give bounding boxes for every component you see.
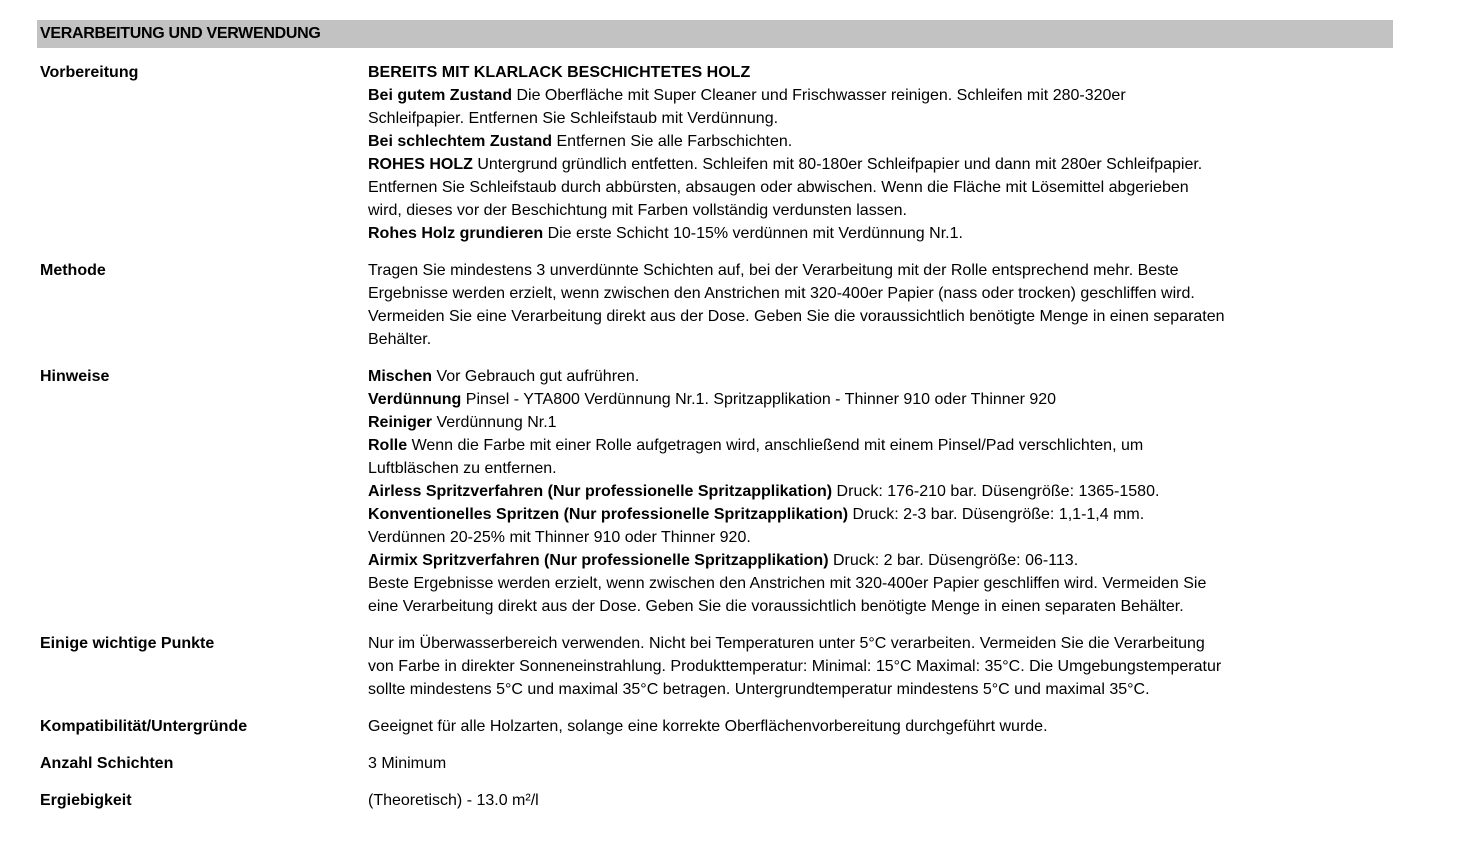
text-run: Schleifpapier. Entfernen Sie Schleifstaub mit Verdünnung. bbox=[368, 110, 779, 127]
text-run-bold: ROHES HOLZ bbox=[368, 156, 473, 173]
text-run-bold: BEREITS MIT KLARLACK BESCHICHTETES HOLZ bbox=[368, 64, 751, 81]
text-line bbox=[368, 305, 1225, 328]
text-run: Luftbläschen zu entfernen. bbox=[368, 460, 557, 477]
text-line bbox=[368, 752, 446, 775]
text-run-bold: Rolle bbox=[368, 437, 408, 454]
text-line bbox=[368, 130, 1202, 153]
section-content bbox=[368, 632, 1221, 701]
text-run-bold: Reiniger bbox=[368, 414, 433, 431]
text-line bbox=[368, 715, 1048, 738]
text-run: Behälter. bbox=[368, 331, 432, 348]
text-run: Verdünnen 20-25% mit Thinner 910 oder Thinner 920. bbox=[368, 529, 751, 546]
text-run-bold: Konventionelles Spritzen (Nur professionelle Spritzapplikation) bbox=[368, 506, 849, 523]
text-run: von Farbe in direkter Sonneneinstrahlung. Produkttemperatur: Minimal: 15°C Maximal: 35°C. Die Umgebungstemperatur bbox=[368, 658, 1222, 675]
section-header-title: VERARBEITUNG UND VERWENDUNG bbox=[40, 25, 321, 42]
text-line bbox=[368, 107, 1202, 130]
text-line bbox=[368, 365, 1206, 388]
section-row bbox=[40, 715, 1464, 738]
text-line bbox=[368, 572, 1206, 595]
text-run: Geeignet für alle Holzarten, solange eine korrekte Oberflächenvorbereitung durchgeführt wurde. bbox=[368, 718, 1048, 735]
text-run: Tragen Sie mindestens 3 unverdünnte Schichten auf, bei der Verarbeitung mit der Rolle entsprechend mehr. Beste bbox=[368, 262, 1179, 279]
text-line bbox=[368, 526, 1206, 549]
text-run: Untergrund gründlich entfetten. Schleifen mit 80-180er Schleifpapier und dann mit 280er Schleifpapier. bbox=[472, 156, 1203, 173]
text-run: Nur im Überwasserbereich verwenden. Nicht bei Temperaturen unter 5°C verarbeiten. Vermeiden Sie die Verarbeitung bbox=[368, 635, 1205, 652]
text-run-bold: Bei gutem Zustand bbox=[368, 87, 513, 104]
text-run: Druck: 2-3 bar. Düsengröße: 1,1-1,4 mm. bbox=[848, 506, 1145, 523]
text-line bbox=[368, 789, 539, 812]
text-line bbox=[368, 480, 1206, 503]
text-line bbox=[368, 282, 1225, 305]
text-run: wird, dieses vor der Beschichtung mit Farben vollständig verdunsten lassen. bbox=[368, 202, 907, 219]
sections bbox=[40, 61, 1464, 812]
section-content bbox=[368, 715, 1048, 738]
text-run: (Theoretisch) - 13.0 m²/l bbox=[368, 792, 539, 809]
text-run-bold: Rohes Holz grundieren bbox=[368, 225, 544, 242]
section-row bbox=[40, 61, 1464, 245]
text-line bbox=[368, 61, 1202, 84]
text-run: Pinsel - YTA800 Verdünnung Nr.1. Spritzapplikation - Thinner 910 oder Thinner 920 bbox=[461, 391, 1057, 408]
text-line bbox=[368, 176, 1202, 199]
text-run: Entfernen Sie Schleifstaub durch abbürsten, absaugen oder abwischen. Wenn die Fläche mit Lösemittel abgerieben bbox=[368, 179, 1189, 196]
text-run: 3 Minimum bbox=[368, 755, 447, 772]
section-row bbox=[40, 259, 1464, 351]
text-line bbox=[368, 678, 1221, 701]
section-row bbox=[40, 632, 1464, 701]
text-line bbox=[368, 84, 1202, 107]
text-run-bold: Verdünnung bbox=[368, 391, 462, 408]
text-run-bold: Bei schlechtem Zustand bbox=[368, 133, 553, 150]
text-run-bold: Airless Spritzverfahren (Nur professionelle Spritzapplikation) bbox=[368, 483, 833, 500]
text-line bbox=[368, 434, 1206, 457]
section-label: Ergiebigkeit bbox=[40, 792, 132, 809]
text-line bbox=[368, 222, 1202, 245]
text-line bbox=[368, 595, 1206, 618]
text-run: Ergebnisse werden erzielt, wenn zwischen den Anstrichen mit 320-400er Papier (nass oder trocken) geschliffen wird. bbox=[368, 285, 1195, 302]
datasheet-page bbox=[0, 20, 1464, 856]
section-label: Anzahl Schichten bbox=[40, 755, 174, 772]
text-run-bold: Airmix Spritzverfahren (Nur professionelle Spritzapplikation) bbox=[368, 552, 829, 569]
text-run: eine Verarbeitung direkt aus der Dose. Geben Sie die voraussichtlich benötigte Menge in einen separaten Behälter. bbox=[368, 598, 1184, 615]
text-line bbox=[368, 411, 1206, 434]
text-run: Beste Ergebnisse werden erzielt, wenn zwischen den Anstrichen mit 320-400er Papier geschliffen wird. Vermeiden Sie bbox=[368, 575, 1207, 592]
section-row bbox=[40, 752, 1464, 775]
section-content bbox=[368, 789, 539, 812]
section-row bbox=[40, 789, 1464, 812]
section-label: Einige wichtige Punkte bbox=[40, 635, 215, 652]
section-row bbox=[40, 365, 1464, 618]
section-label: Methode bbox=[40, 262, 106, 279]
section-label: Hinweise bbox=[40, 368, 110, 385]
text-run: Vor Gebrauch gut aufrühren. bbox=[432, 368, 640, 385]
text-line bbox=[368, 388, 1206, 411]
text-run: Verdünnung Nr.1 bbox=[432, 414, 557, 431]
section-content bbox=[368, 61, 1202, 245]
text-line bbox=[368, 457, 1206, 480]
section-label: Kompatibilität/Untergründe bbox=[40, 718, 248, 735]
text-line bbox=[368, 503, 1206, 526]
text-run: Die Oberfläche mit Super Cleaner und Frischwasser reinigen. Schleifen mit 280-320er bbox=[512, 87, 1126, 104]
section-content bbox=[368, 365, 1206, 618]
text-run: sollte mindestens 5°C und maximal 35°C betragen. Untergrundtemperatur mindestens 5°C und maximal 35°C. bbox=[368, 681, 1150, 698]
text-line bbox=[368, 632, 1221, 655]
text-line bbox=[368, 655, 1221, 678]
text-run: Die erste Schicht 10-15% verdünnen mit Verdünnung Nr.1. bbox=[543, 225, 963, 242]
text-run: Druck: 2 bar. Düsengröße: 06-113. bbox=[828, 552, 1079, 569]
text-run-bold: Mischen bbox=[368, 368, 433, 385]
section-label: Vorbereitung bbox=[40, 64, 139, 81]
text-run: Vermeiden Sie eine Verarbeitung direkt aus der Dose. Geben Sie die voraussichtlich benötigte Menge in einen separaten bbox=[368, 308, 1225, 325]
text-run: Druck: 176-210 bar. Düsengröße: 1365-1580. bbox=[832, 483, 1160, 500]
section-header-bar bbox=[37, 20, 1393, 48]
text-run: Entfernen Sie alle Farbschichten. bbox=[552, 133, 793, 150]
section-content bbox=[368, 259, 1225, 351]
text-run: Wenn die Farbe mit einer Rolle aufgetragen wird, anschließend mit einem Pinsel/Pad verschlichten, um bbox=[407, 437, 1144, 454]
section-content bbox=[368, 752, 446, 775]
text-line bbox=[368, 199, 1202, 222]
text-line bbox=[368, 549, 1206, 572]
text-line bbox=[368, 153, 1202, 176]
text-line bbox=[368, 328, 1225, 351]
text-line bbox=[368, 259, 1225, 282]
